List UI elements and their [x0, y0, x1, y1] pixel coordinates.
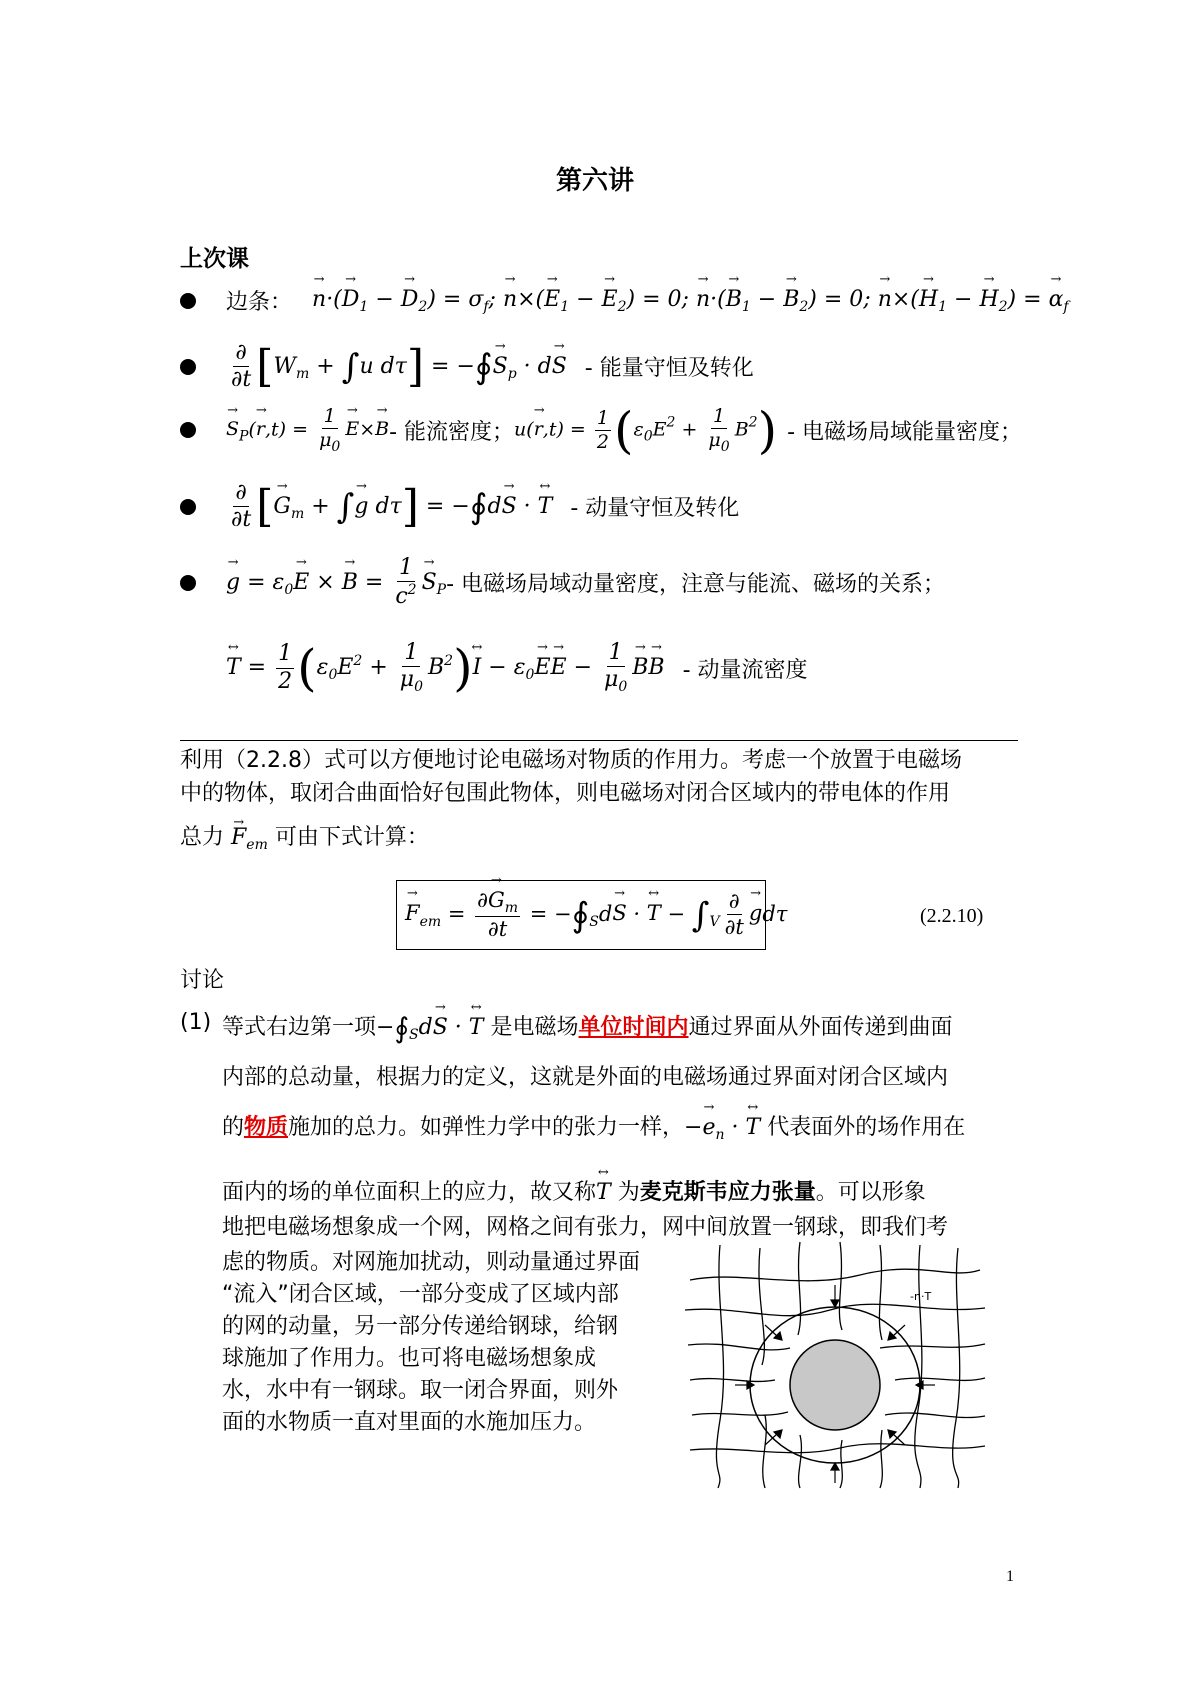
l1-a: 等式右边第一项: [222, 1015, 377, 1040]
section-heading: 上次课: [180, 246, 249, 272]
l4-b: 为: [617, 1180, 640, 1205]
normal-stress: −→ $e_n$ · ↔ T: [684, 1115, 760, 1140]
bullet-boundary-conditions: [180, 285, 1069, 316]
page-number: 1: [1006, 1568, 1014, 1585]
tensor-symbol: ↔ T: [596, 1180, 611, 1205]
l1-b: 是电磁场: [490, 1015, 579, 1040]
discussion-line-7: “流入”闭合区域，一部分变成了区域内部: [222, 1282, 619, 1307]
poynting-equation: → $S_P(\to r,t)$ = $\frac{1}{\mu_0}$ → E×→ B: [226, 405, 389, 456]
stress-tensor-line: [226, 640, 1066, 696]
surface-integral: $-∮_Sd\to S$ · ↔ T: [376, 1015, 483, 1040]
momentum-equation: $\frac{\partial}{\partial t}$ [→ $G_m$ + ∫→ g dτ] = −∮d→ S · ↔ T: [226, 480, 552, 534]
divider: [180, 740, 1018, 741]
discussion-line-4: [222, 1175, 1022, 1206]
l3-b: 施加的总力。如弹性力学中的张力一样，: [288, 1115, 685, 1140]
para-line-2: 中的物体，取闭合曲面恰好包围此物体，则电磁场对闭合区域内的带电体的作用: [180, 781, 951, 806]
energy-equation: $\frac{\partial}{\partial t}$ [$W_m + \int u$ dτ] = −∮→ $S_p \cdot d\to S$: [226, 340, 567, 394]
steel-ball: [790, 1340, 880, 1430]
para-line-3-b: 可由下式计算：: [274, 825, 429, 850]
para-line-3-a: 总力: [180, 825, 225, 850]
momentum-density-equation: → $g = \varepsilon_0\to E$ × → B = $\frac{1}{c^2}$ → $S_P$: [226, 555, 446, 611]
l1-emphasis: 单位时间内: [578, 1015, 689, 1040]
energy-density-equation: u(→ r,t) = $\frac{1}{2}$ ($\varepsilon_0E^2$ + $\frac{1}{\mu_0}$ $B^2$): [514, 405, 777, 456]
force-symbol: → $F_{em}$: [231, 825, 268, 850]
stress-tensor-desc: - 动量流密度: [682, 657, 808, 683]
discussion-line-1: [222, 1010, 1022, 1045]
bullet-dot: [180, 575, 196, 591]
bullet-dot: [180, 499, 196, 515]
bullet-momentum-conservation: [180, 480, 1020, 534]
energy-flux-desc: - 能流密度；: [389, 419, 515, 445]
force-equation: → $F_{em}$ = $\frac{\partial\to G_m}{\partial t}$ = $-∮_Sd\to S$ · ↔ $T - \int_V$ $\frac{\partial}{\partial t}$ → gdτ: [405, 888, 787, 943]
bullet-dot: [180, 422, 196, 438]
stress-tensor-equation: ↔ T = $\frac{1}{2}$ ($\varepsilon_0E^2$ + $\frac{1}{\mu_0}$ $B^2)\leftrightarrow$ $I - \varepsilon_0\to E\to E$ − $\frac{1}{\mu_0}$ → B→ B: [226, 640, 665, 696]
l4-emphasis: 麦克斯韦应力张量: [639, 1180, 816, 1205]
l3-a: 的: [222, 1115, 245, 1140]
discussion-line-3: [222, 1110, 1022, 1143]
momentum-density-desc: - 电磁场局域动量密度，注意与能流、磁场的关系；: [446, 572, 946, 598]
bullet-dot: [180, 359, 196, 375]
net-ball-figure: [680, 1240, 990, 1490]
discussion-line-11: 面的水物质一直对里面的水施加压力。: [222, 1410, 597, 1435]
discussion-line-2: 内部的总动量，根据力的定义，这就是外面的电磁场通过界面对闭合区域内: [222, 1065, 949, 1090]
bullet-momentum-density: [180, 555, 1020, 611]
l3-emphasis: 物质: [244, 1115, 289, 1140]
equation-number: (2.2.10): [920, 905, 984, 927]
discussion-line-6: 虑的物质。对网施加扰动，则动量通过界面: [222, 1250, 641, 1275]
l3-c: 代表面外的场作用在: [767, 1115, 966, 1140]
energy-density-desc: - 电磁场局域能量密度；: [787, 419, 1023, 445]
bullet-energy-conservation: [180, 340, 1020, 394]
discussion-heading: 讨论: [180, 968, 225, 993]
bullet-label: 边条：: [226, 290, 293, 315]
l1-c: 通过界面从外面传递到曲面: [688, 1015, 953, 1040]
equation-box: [396, 880, 788, 950]
bullet-dot: [180, 293, 196, 309]
para-line-3: [180, 822, 1020, 861]
para-line-1: 利用（2.2.8）式可以方便地讨论电磁场对物质的作用力。考虑一个放置于电磁场: [180, 748, 962, 773]
energy-desc: - 能量守恒及转化: [584, 356, 754, 382]
momentum-desc: - 动量守恒及转化: [570, 496, 740, 522]
bullet-energy-flux: [180, 401, 1023, 460]
item-marker: (1): [180, 1010, 212, 1035]
l4-c: 。可以形象: [815, 1180, 926, 1205]
discussion-line-8: 的网的动量，另一部分传递给钢球，给钢: [222, 1314, 619, 1339]
figure-label: -n·T: [910, 1290, 932, 1303]
boundary-equations: → $n\cdot(\to D_1$ − → $D_2) = \sigma_f$; → $n\times(\to E_1$ − → $E_2) = 0$; → $n\cdot(\to B_1$ − → $B_2) = 0$; → $n\times(\to H_1$ − → $H_2$) = → $\alpha_f$: [312, 287, 1069, 315]
discussion-line-10: 水，水中有一钢球。取一闭合界面，则外: [222, 1378, 619, 1403]
discussion-line-5: 地把电磁场想象成一个网，网格之间有张力，网中间放置一钢球，即我们考: [222, 1215, 949, 1240]
l4-a: 面内的场的单位面积上的应力，故又称: [222, 1180, 597, 1205]
page-title: 第六讲: [555, 166, 634, 196]
discussion-line-9: 球施加了作用力。也可将电磁场想象成: [222, 1346, 597, 1371]
